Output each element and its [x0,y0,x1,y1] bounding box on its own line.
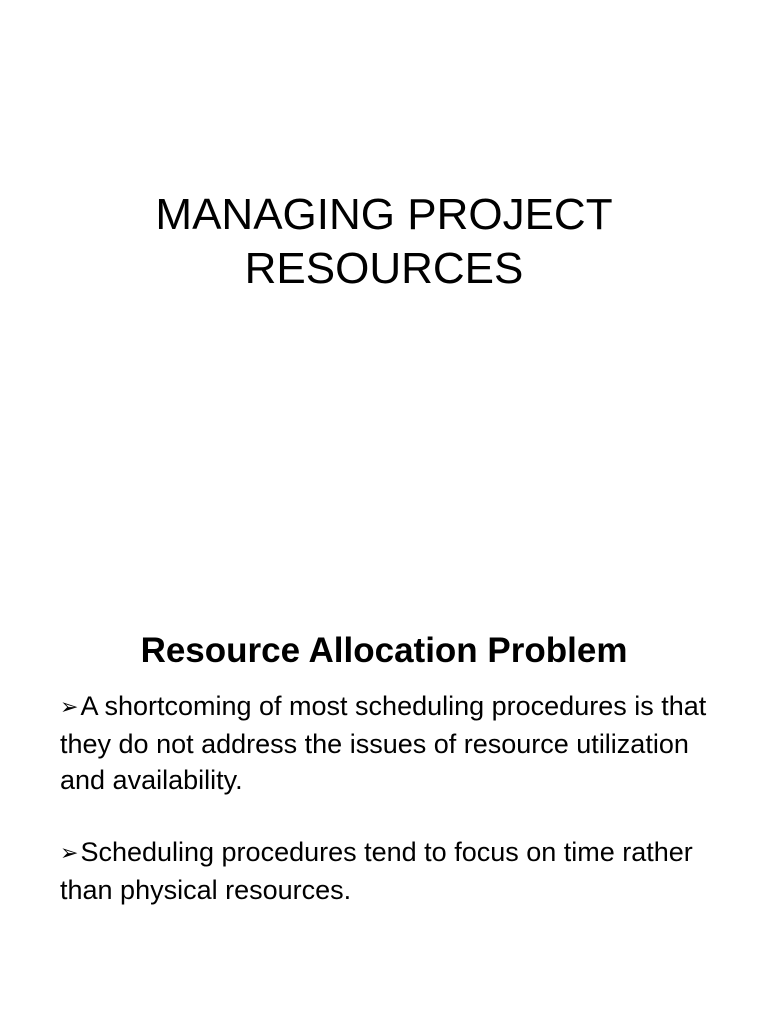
content-slide [0,512,768,1024]
slide-title-line-1: MANAGING PROJECT [155,190,613,239]
bullet-item [60,834,720,908]
slide-title [0,188,768,296]
arrow-right-icon: ➢ [60,695,79,720]
bullet-item [60,688,720,798]
section-heading: Resource Allocation Problem [140,631,628,670]
bullet-text: Scheduling procedures tend to focus on time rather than physical resources. [60,837,693,905]
bullet-text: A shortcoming of most scheduling procedures is that they do not address the issues of resource utilization and availability. [60,691,707,795]
bullet-list [60,688,720,944]
arrow-right-icon: ➢ [60,841,79,866]
slide-title-line-2: RESOURCES [244,244,524,293]
